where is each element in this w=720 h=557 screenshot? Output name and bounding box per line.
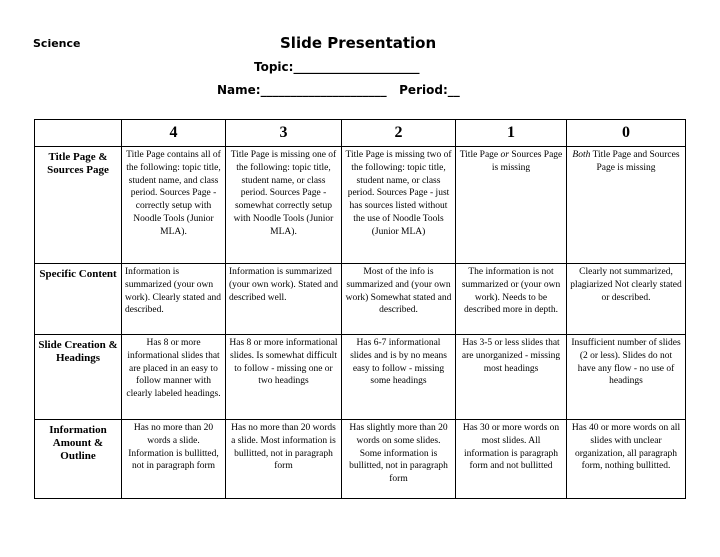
table-row — [35, 420, 686, 499]
period-field: Period:__ — [399, 83, 460, 97]
table-cell: Title Page is missing one of the following: topic title, student name, or class period. Sources Page - somewhat correctly setup with Noodle Tools (Junior MLA). — [226, 147, 342, 264]
score-header-3: 3 — [226, 120, 342, 147]
table-cell: Has 30 or more words on most slides. All information is paragraph form and not bullitted — [456, 420, 567, 499]
table-cell: Has 6-7 informational slides and is by no means easy to follow - missing some headings — [342, 335, 456, 420]
corner-cell — [35, 120, 122, 147]
row-label-specific-content: Specific Content — [35, 264, 122, 335]
table-cell: Has 8 or more informational slides. Is somewhat difficult to follow - missing one or two headings — [226, 335, 342, 420]
table-cell: Information is summarized (your own work). Stated and described well. — [226, 264, 342, 335]
row-label-title-sources: Title Page & Sources Page — [35, 147, 122, 264]
table-cell: Has 40 or more words on all slides with unclear organization, all paragraph form, nothing bullitted. — [567, 420, 686, 499]
table-row — [35, 147, 686, 264]
subject-label: Science — [33, 37, 81, 50]
page-title: Slide Presentation — [280, 34, 437, 52]
table-cell: Has 8 or more informational slides that are placed in an easy to follow manner with clearly labeled headings. — [122, 335, 226, 420]
table-row — [35, 264, 686, 335]
table-cell: Both Title Page and Sources Page is missing — [567, 147, 686, 264]
table-row — [35, 335, 686, 420]
row-label-slide-creation: Slide Creation & Headings — [35, 335, 122, 420]
score-header-1: 1 — [456, 120, 567, 147]
row-label-information-amount: Information Amount & Outline — [35, 420, 122, 499]
table-cell: Has no more than 20 words a slide. Information is bullitted, not in paragraph form — [122, 420, 226, 499]
rubric-table — [34, 119, 686, 499]
table-cell: Title Page contains all of the following: topic title, student name, and class period. Sources Page - correctly setup with Noodle Tools (Junior MLA). — [122, 147, 226, 264]
name-period-row — [217, 83, 460, 97]
table-cell: Has 3-5 or less slides that are unorganized - missing most headings — [456, 335, 567, 420]
table-cell: Insufficient number of slides (2 or less). Slides do not have any flow - no use of headings — [567, 335, 686, 420]
score-header-2: 2 — [342, 120, 456, 147]
table-cell: The information is not summarized or (your own work). Needs to be described more in depth. — [456, 264, 567, 335]
table-cell: Most of the info is summarized and (your own work) Somewhat stated and described. — [342, 264, 456, 335]
name-field: Name:_____________________ — [217, 83, 387, 97]
table-cell: Information is summarized (your own work). Clearly stated and described. — [122, 264, 226, 335]
score-header-row — [35, 120, 686, 147]
table-cell: Has slightly more than 20 words on some slides. Some information is bullitted, not in paragraph form — [342, 420, 456, 499]
table-cell: Title Page is missing two of the following: topic title, student name, or class period. Sources Page - just has sources listed without the use of Noodle Tools (Junior MLA) — [342, 147, 456, 264]
score-header-4: 4 — [122, 120, 226, 147]
topic-field: Topic:_____________________ — [254, 60, 420, 74]
table-cell: Title Page or Sources Page is missing — [456, 147, 567, 264]
table-cell: Has no more than 20 words a slide. Most information is bullitted, not in paragraph form — [226, 420, 342, 499]
table-cell: Clearly not summarized, plagiarized Not clearly stated or described. — [567, 264, 686, 335]
score-header-0: 0 — [567, 120, 686, 147]
